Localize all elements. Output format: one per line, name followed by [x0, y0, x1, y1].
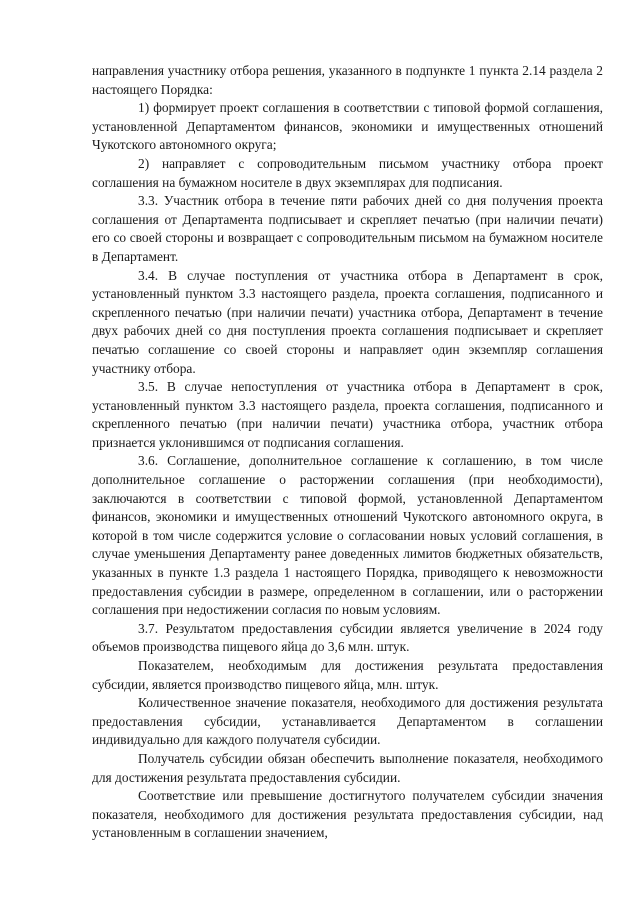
paragraph-3-5: 3.5. В случае непоступления от участника отбора в Департамент в срок, установленный пунктом 3.3 настоящего раздела, проекта соглашения, подписанного и скрепленного печатью (при наличии печати) участника отбора, участник отбора признается уклонившимся от подписания соглашения.: [92, 379, 603, 450]
paragraph-compliance: Соответствие или превышение достигнутого получателем субсидии значения показателя, необходимого для достижения результата предоставления субсидии, над установленным в соглашении значением,: [92, 788, 603, 841]
paragraph-3-7: 3.7. Результатом предоставления субсидии является увеличение в 2024 году объемов производства пищевого яйца до 3,6 млн. штук.: [92, 620, 603, 655]
paragraph-indicator: Показателем, необходимым для достижения результата предоставления субсидии, является производство пищевого яйца, млн. штук.: [92, 658, 603, 692]
paragraph-3-4: 3.4. В случае поступления от участника отбора в Департамент в срок, установленный пунктом 3.3 настоящего раздела, проекта соглашения, подписанного и скрепленного печатью (при наличии печати) участника отбора, Департамент в течение двух рабочих дней со дня поступления проекта соглашения подписывает и скрепляет печатью соглашение со своей стороны и направляет один экземпляр соглашения участнику отбора.: [92, 267, 603, 376]
paragraph-obligation: Получатель субсидии обязан обеспечить выполнение показателя, необходимого для достижения результата предоставления субсидии.: [92, 750, 603, 785]
paragraph-3-6: 3.6. Соглашение, дополнительное соглашение к соглашению, в том числе дополнительное соглашение о расторжении соглашения (при необходимости), заключаются в соответствии с типовой формой, установленной Департаментом финансов, экономики и имущественных отношений Чукотского автономного округа, в которой в том числе содержится условие о согласовании новых условий соглашения, в случае уменьшения Департаменту ранее доведенных лимитов бюджетных обязательств, указанных в пункте 1.3 раздела 1 настоящего Порядка, приводящего к невозможности предоставления субсидии в размере, определенном в соглашении, или о расторжении соглашения при недостижении согласия по новым условиям.: [92, 453, 603, 618]
paragraph-item-1: 1) формирует проект соглашения в соответствии с типовой формой соглашения, установленной Департаментом финансов, экономики и имущественных отношений Чукотского автономного округа;: [92, 100, 603, 153]
paragraph-3-3: 3.3. Участник отбора в течение пяти рабочих дней со дня получения проекта соглашения от Департамента подписывает и скрепляет печатью (при наличии печати) его со своей стороны и возвращает с сопроводительным письмом на бумажном носителе в Департамент.: [92, 193, 603, 264]
paragraph-item-2: 2) направляет с сопроводительным письмом участнику отбора проект соглашения на бумажном носителе в двух экземплярах для подписания.: [92, 155, 603, 190]
paragraph-continuation: направления участнику отбора решения, указанного в подпункте 1 пункта 2.14 раздела 2 настоящего Порядка:: [92, 63, 603, 97]
document-page: [92, 62, 603, 843]
paragraph-quantity: Количественное значение показателя, необходимого для достижения результата предоставления субсидии, устанавливается Департаментом в соглашении индивидуально для каждого получателя субсидии.: [92, 695, 603, 748]
